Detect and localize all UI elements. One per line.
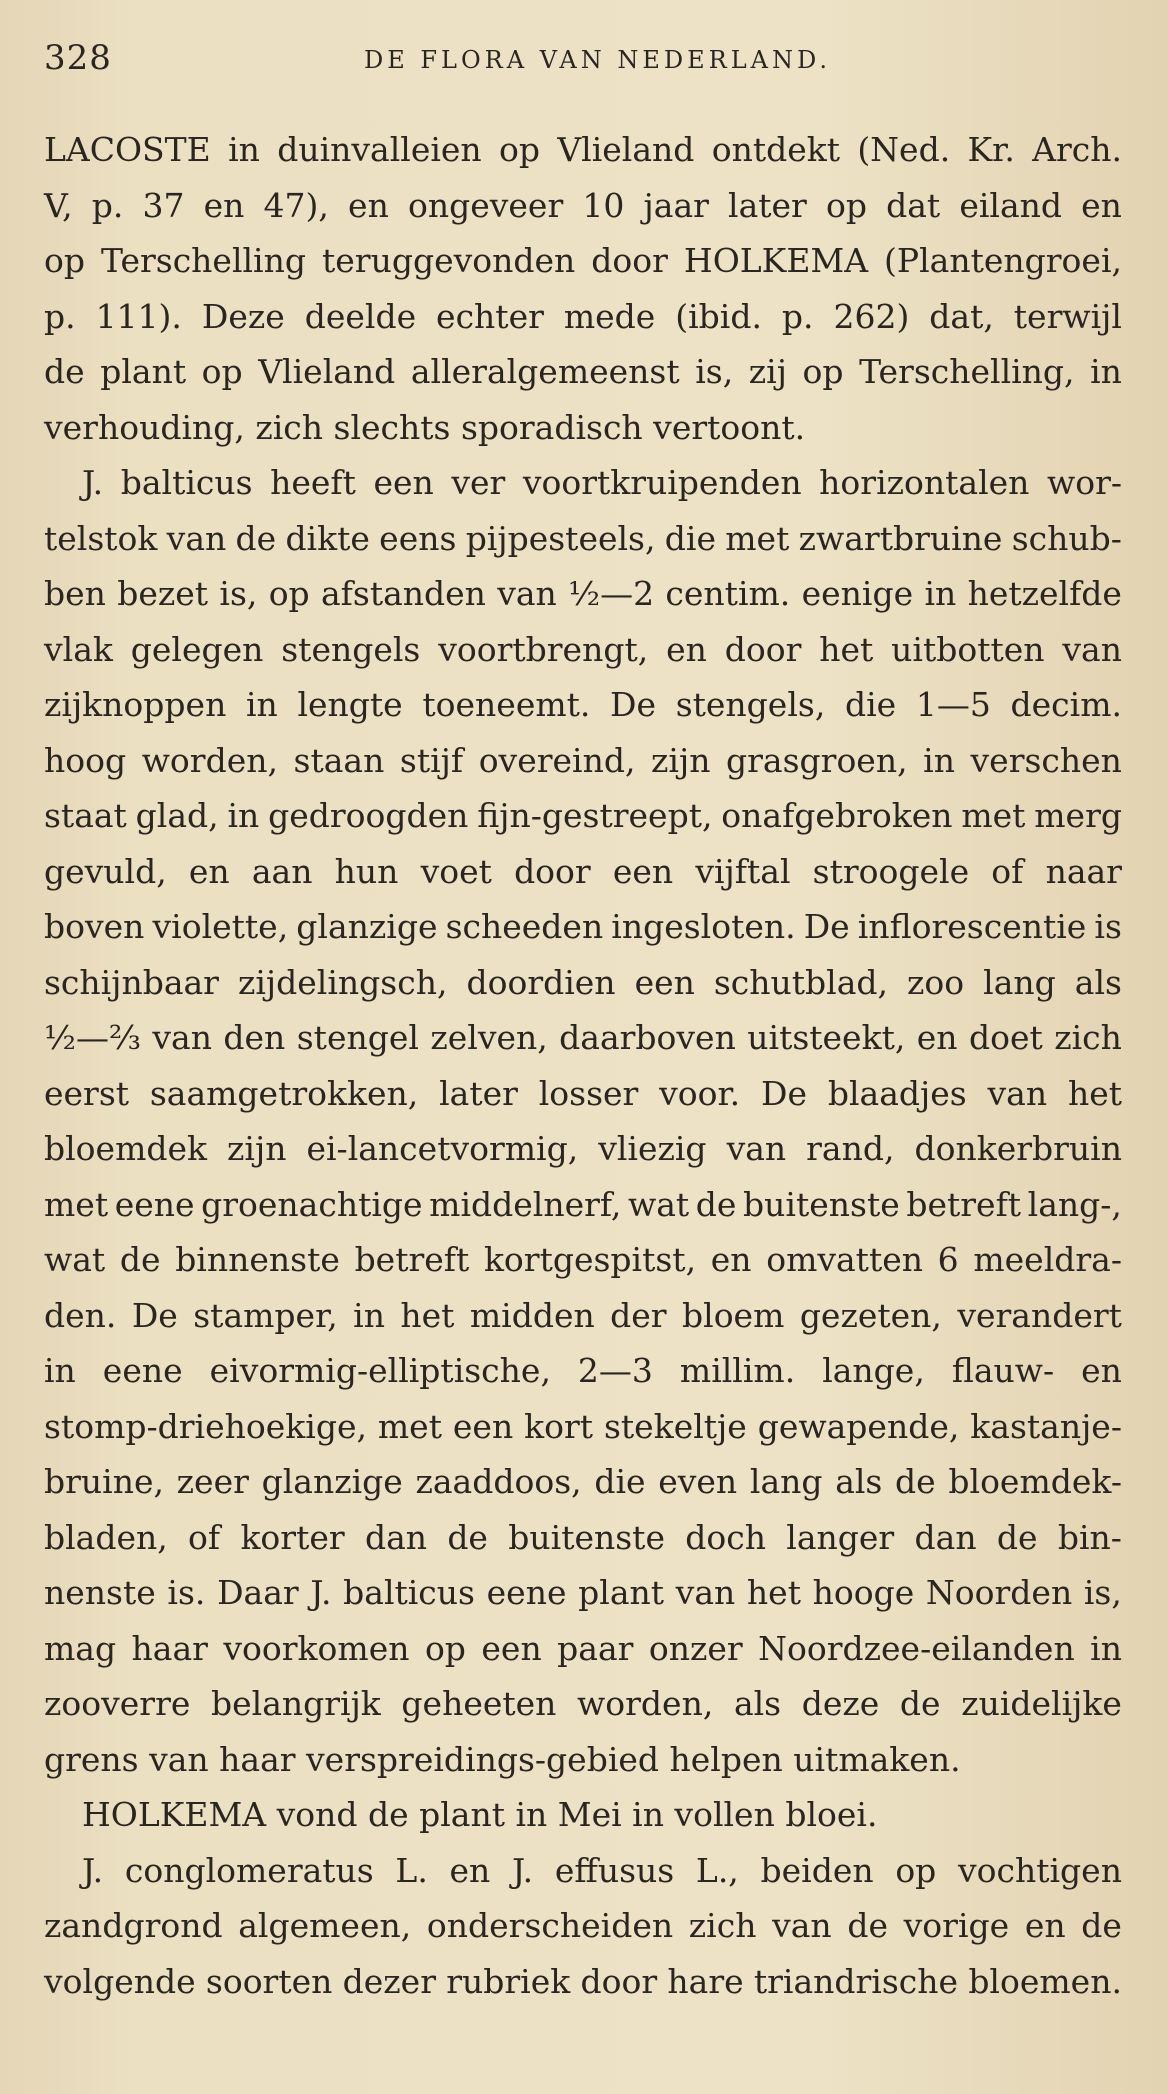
- text-line: de plant op Vlieland alleralgemeenst is, zij op Terschelling, in: [44, 352, 1122, 391]
- text-line: op Terschelling teruggevonden door HOLKEMA (Plantengroei,: [44, 241, 1122, 280]
- text-line: V, p. 37 en 47), en ongeveer 10 jaar later op dat eiland en: [44, 185, 1122, 225]
- page-header: [44, 38, 1124, 78]
- text-line: den. De stamper, in het midden der bloem gezeten, verandert: [44, 1295, 1122, 1335]
- text-line: p. 111). Deze deelde echter mede (ibid. p. 262) dat, terwijl: [44, 296, 1122, 336]
- text-line: telstok van de dikte eens pijpesteels, die met zwartbruine schub-: [44, 518, 1122, 558]
- text-line: in eene eivormig-elliptische, 2—3 millim. lange, flauw- en: [44, 1351, 1122, 1390]
- text-line: hoog worden, staan stijf overeind, zijn grasgroen, in verschen: [44, 740, 1122, 780]
- body-text: [44, 122, 1122, 2009]
- text-line: J. balticus heeft een ver voortkruipenden horizontalen wor-: [82, 463, 1122, 502]
- page-number: 328: [44, 38, 112, 78]
- text-line: ½—⅔ van den stengel zelven, daarboven uitsteekt, en doet zich: [44, 1018, 1122, 1057]
- text-line: eerst saamgetrokken, later losser voor. De blaadjes van het: [44, 1073, 1122, 1113]
- text-line: met eene groenachtige middelnerf, wat de buitenste betreft lang-,: [44, 1184, 1122, 1224]
- text-line: HOLKEMA vond de plant in Mei in vollen bloei.: [82, 1795, 878, 1834]
- text-line: LACOSTE in duinvalleien op Vlieland ontdekt (Ned. Kr. Arch.: [44, 130, 1122, 169]
- text-line: verhouding, zich slechts sporadisch vertoont.: [44, 407, 806, 447]
- text-line: zijknoppen in lengte toeneemt. De stengels, die 1—5 decim.: [44, 685, 1122, 724]
- text-line: gevuld, en aan hun voet door een vijftal stroogele of naar: [44, 851, 1122, 891]
- text-line: stomp-driehoekige, met een kort stekeltje gewapende, kastanje-: [44, 1406, 1122, 1446]
- text-line: bladen, of korter dan de buitenste doch langer dan de bin-: [44, 1517, 1122, 1557]
- text-line: staat glad, in gedroogden fijn-gestreept, onafgebroken met merg: [44, 796, 1122, 835]
- text-line: vlak gelegen stengels voortbrengt, en door het uitbotten van: [44, 629, 1122, 669]
- text-line: bruine, zeer glanzige zaaddoos, die even lang als de bloemdek-: [44, 1462, 1122, 1501]
- text-line: grens van haar verspreidings-gebied helpen uitmaken.: [44, 1739, 961, 1779]
- text-line: mag haar voorkomen op een paar onzer Noordzee-eilanden in: [44, 1628, 1122, 1668]
- text-line: bloemdek zijn ei-lancetvormig, vliezig van rand, donkerbruin: [44, 1129, 1122, 1168]
- text-line: boven violette, glanzige scheeden ingesloten. De inflorescentie is: [44, 907, 1122, 946]
- running-title: DE FLORA VAN NEDERLAND.: [364, 46, 831, 74]
- text-line: zooverre belangrijk geheeten worden, als deze de zuidelijke: [44, 1684, 1122, 1723]
- text-line: schijnbaar zijdelingsch, doordien een schutblad, zoo lang als: [44, 962, 1122, 1002]
- text-line: ben bezet is, op afstanden van ½—2 centim. eenige in hetzelfde: [44, 574, 1122, 613]
- text-line: nenste is. Daar J. balticus eene plant van het hooge Noorden is,: [44, 1573, 1122, 1612]
- text-line: J. conglomeratus L. en J. effusus L., beiden op vochtigen: [82, 1850, 1122, 1890]
- text-line: wat de binnenste betreft kortgespitst, en omvatten 6 meeldra-: [44, 1240, 1122, 1279]
- text-line: volgende soorten dezer rubriek door hare triandrische bloemen.: [44, 1961, 1122, 2001]
- text-line: zandgrond algemeen, onderscheiden zich van de vorige en de: [44, 1906, 1122, 1945]
